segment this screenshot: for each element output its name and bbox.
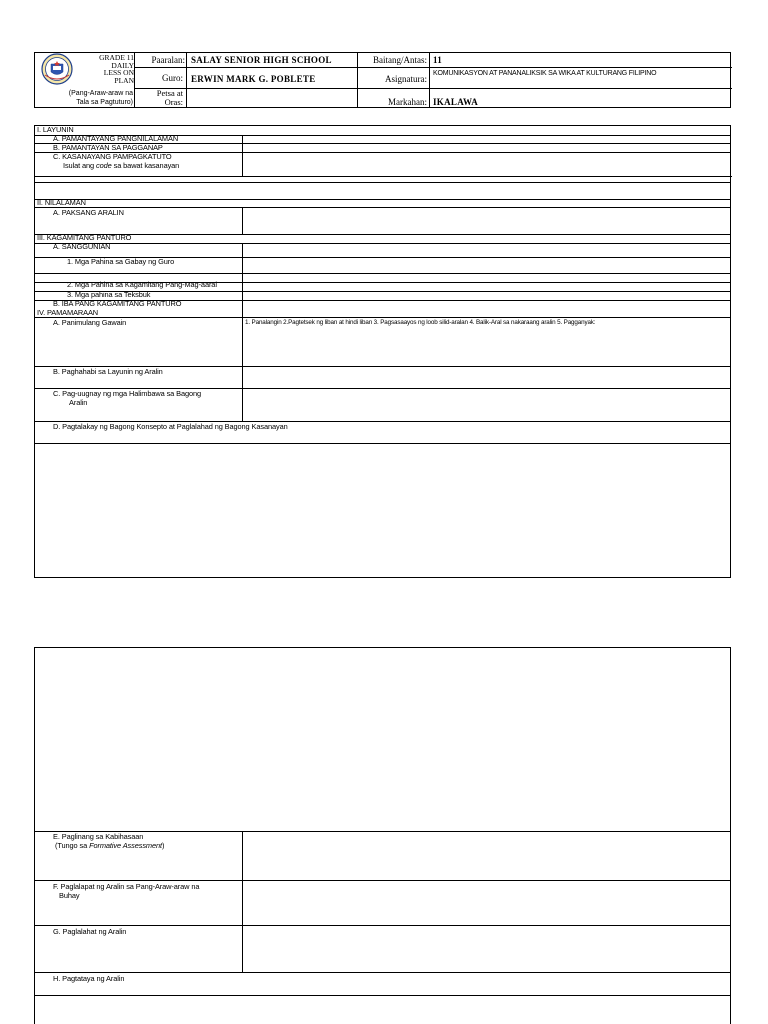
pag-uugnay-label [53, 390, 201, 407]
title-line: DAILY [111, 60, 134, 70]
pag-uugnay-line: Aralin [69, 397, 88, 407]
panimulang-gawain-label: A. Panimulang Gawain [53, 318, 127, 327]
gabay-guro-label: 1. Mga Pahina sa Gabay ng Guro [67, 257, 175, 266]
kagamitang-mag-aaral-label: 2. Mga Pahina sa Kagamitang Pang-Mag-aaral [67, 280, 217, 289]
guro-value: ERWIN MARK G. POBLETE [191, 74, 316, 84]
paglinang-sub-close: ) [161, 841, 165, 850]
paghahabi-label: B. Paghahabi sa Layunin ng Aralin [53, 367, 163, 376]
paaralan-value: SALAY SENIOR HIGH SCHOOL [191, 55, 332, 65]
markahan-value: IKALAWA [433, 97, 479, 107]
pagtalakay-label: D. Pagtalakay ng Bagong Konsepto at Paglalahad ng Bagong Kasanayan [53, 422, 288, 431]
baitang-value: 11 [433, 55, 443, 65]
isulat-text: Isulat ang [63, 161, 97, 170]
panimulang-gawain-value: 1. Panalangin 2.Pagtetsek ng liban at hindi liban 3. Pagsasaayos ng loob silid-aralan 4. Balik-Aral sa nakaraang aralin 5. Pagganyak: [245, 319, 596, 326]
paglalapat-line: F. Paglalapat ng Aralin sa Pang-Araw-araw na [53, 882, 200, 891]
baitang-label: Baitang/Antas: [373, 55, 427, 65]
lesson-plan-subtitle [37, 89, 133, 107]
section-nilalaman: II. NILALAMAN [37, 198, 86, 207]
markahan-label: Markahan: [388, 97, 427, 107]
paglinang-label: E. Paglinang sa Kabihasaan [53, 832, 144, 841]
paglinang-sub-text: (Tungo sa [55, 841, 90, 850]
title-line: PLAN [114, 75, 134, 85]
petsa-label-line: Petsa at [156, 88, 183, 98]
title-line: LESS ON [103, 68, 134, 77]
lesson-plan-title [79, 54, 134, 84]
petsa-label-line: Oras: [164, 97, 183, 107]
guro-label: Guro: [162, 73, 183, 83]
paglinang-sub [55, 842, 164, 851]
isulat-text-2: sa bawat kasanayan [111, 161, 180, 170]
teksbuk-label: 3. Mga pahina sa Teksbuk [67, 290, 151, 299]
code-text: code [96, 161, 112, 170]
header-table [34, 52, 731, 108]
asignatura-label: Asignatura: [385, 74, 427, 84]
paglalapat-label [53, 883, 199, 900]
lesson-plan-table-continued [34, 647, 731, 1024]
pamantayang-pangnilalaman-label: A. PAMANTAYANG PANGNILALAMAN [53, 134, 179, 143]
isulat-code-note [63, 162, 179, 171]
pag-uugnay-line: C. Pag-uugnay ng mga Halimbawa sa Bagong [53, 389, 202, 398]
paaralan-label: Paaralan: [151, 55, 185, 65]
lesson-plan-table [34, 125, 731, 578]
asignatura-value: KOMUNIKASYON AT PANANALIKSIK SA WIKA AT KULTURANG FILIPINO [433, 70, 657, 77]
sanggunian-label: A. SANGGUNIAN [53, 242, 111, 251]
formative-assessment-text: Formative Assessment [89, 841, 162, 850]
subtitle-line: Tala sa Pagtuturo) [76, 99, 133, 106]
paksang-aralin-label: A. PAKSANG ARALIN [53, 208, 124, 217]
deped-seal-icon [41, 53, 73, 85]
petsa-label [135, 89, 183, 107]
title-line: GRADE 11 [99, 53, 134, 62]
section-pamamaraan: IV. PAMAMARAAN [37, 308, 99, 317]
iba-pang-kagamitang-label: B. IBA PANG KAGAMITANG PANTURO [53, 299, 182, 308]
paglalapat-line: Buhay [59, 890, 80, 900]
pamantayan-pagganap-label: B. PAMANTAYAN SA PAGGANAP [53, 143, 163, 152]
pagtataya-label: H. Pagtataya ng Aralin [53, 974, 125, 983]
section-layunin: I. LAYUNIN [37, 125, 74, 134]
section-kagamitang-panturo: III. KAGAMITANG PANTURO [37, 233, 132, 242]
subtitle-line: (Pang-Araw-araw na [68, 90, 133, 97]
paglalahat-label: G. Paglalahat ng Aralin [53, 927, 127, 936]
kasanayang-pampagkatuto-label: C. KASANAYANG PAMPAGKATUTO [53, 152, 172, 161]
